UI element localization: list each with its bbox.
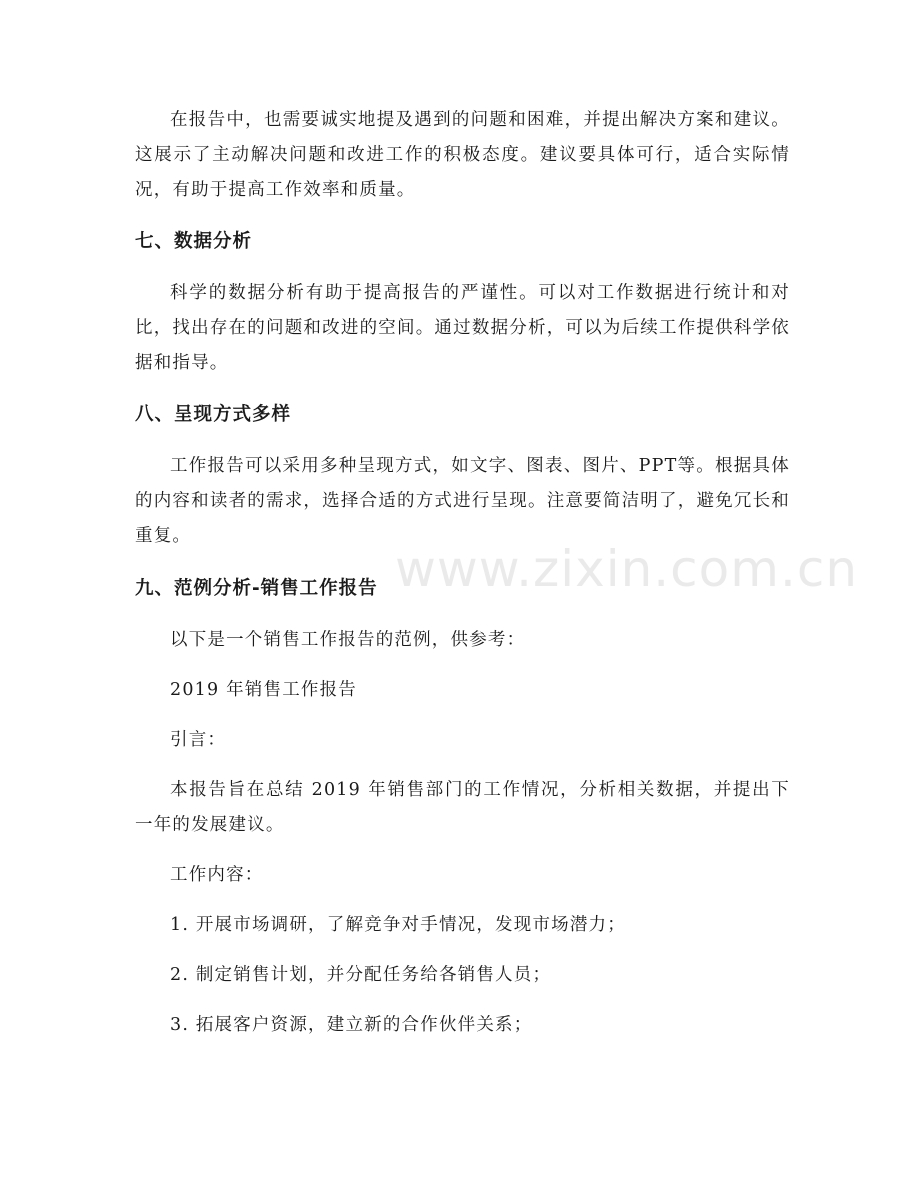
example-content-label: 工作内容： <box>170 865 264 885</box>
example-report-title: 2019 年销售工作报告 <box>170 680 357 700</box>
section-heading-data-analysis: 七、数据分析 <box>135 231 253 252</box>
section-paragraph-data-analysis: 科学的数据分析有助于提高报告的严谨性。可以对工作数据进行统计和对比，找出存在的问题和改进的空间。通过数据分析，可以为后续工作提供科学依据和指导。 <box>135 283 790 373</box>
list-item: 2. 制定销售计划，并分配任务给各销售人员； <box>170 965 552 985</box>
section-heading-sales-example: 九、范例分析-销售工作报告 <box>135 578 378 599</box>
example-intro-text: 本报告旨在总结 2019 年销售部门的工作情况，分析相关数据，并提出下一年的发展建议。 <box>135 780 790 835</box>
intro-paragraph: 在报告中，也需要诚实地提及遇到的问题和困难，并提出解决方案和建议。这展示了主动解决问题和改进工作的积极态度。建议要具体可行，适合实际情况，有助于提高工作效率和质量。 <box>135 110 790 200</box>
example-intro-label: 引言： <box>170 730 227 750</box>
watermark: www.zixin.com.cn <box>395 540 859 598</box>
list-item: 1. 开展市场调研，了解竞争对手情况，发现市场潜力； <box>170 915 626 935</box>
section-paragraph-presentation: 工作报告可以采用多种呈现方式，如文字、图表、图片、PPT等。根据具体的内容和读者的需求，选择合适的方式进行呈现。注意要简洁明了，避免冗长和重复。 <box>135 456 790 546</box>
section-heading-presentation: 八、呈现方式多样 <box>135 404 292 425</box>
example-lead: 以下是一个销售工作报告的范例，供参考： <box>170 630 526 650</box>
list-item: 3. 拓展客户资源，建立新的合作伙伴关系； <box>170 1015 533 1035</box>
